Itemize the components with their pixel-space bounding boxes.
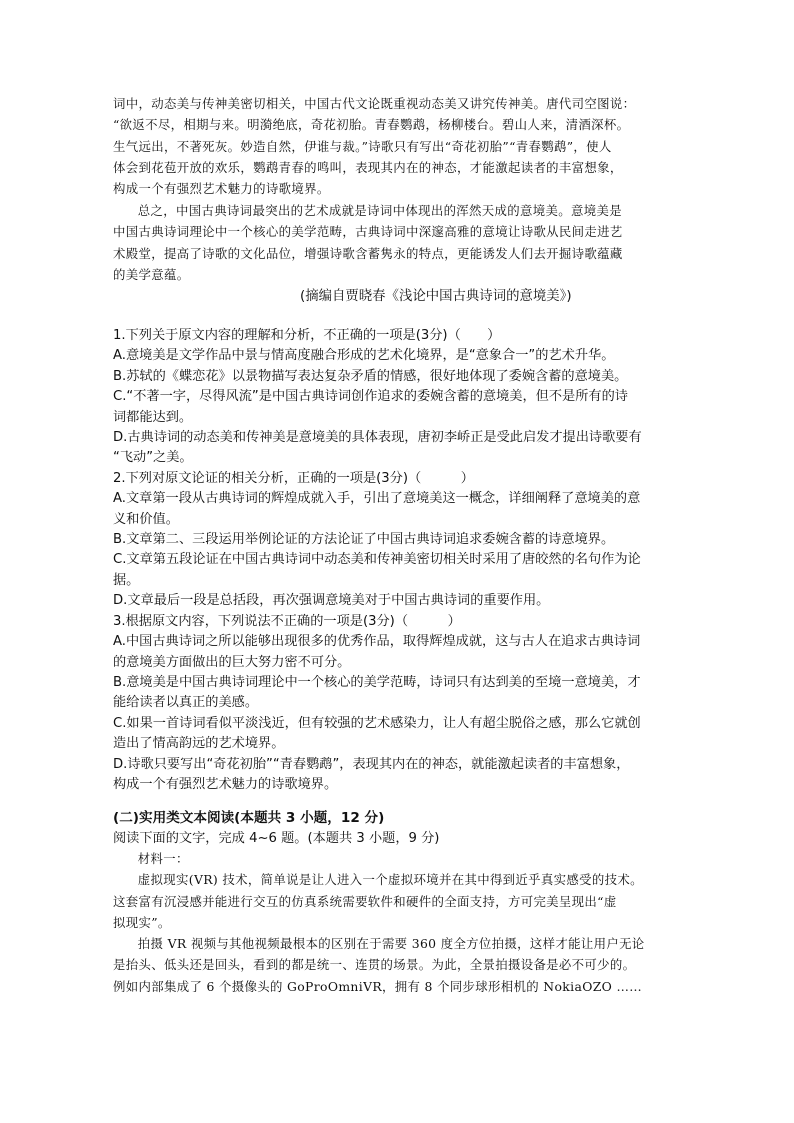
question-line: 构成一个有强烈艺术魅力的诗歌境界。 — [113, 776, 338, 792]
passage-line: 生气远出，不著死灰。妙造自然，伊谁与裁。”诗歌只有写出“奇花初胎”“青春鹦鹉”，使人 — [113, 138, 612, 154]
passage-line: 构成一个有强烈艺术魅力的诗歌境界。 — [113, 181, 330, 197]
material-line: 是抬头、低头还是回头，看到的都是统一、连贯的场景。为此，全景拍摄设备是必不可少的。 — [113, 957, 636, 973]
question-line: 1.下列关于原文内容的理解和分析，不正确的一项是(3分)（ ） — [113, 328, 501, 343]
passage-line: 术殿堂，提高了诗歌的文化品位，增强诗歌含蓄隽永的特点，更能诱发人们去开掘诗歌蕴藏 — [113, 245, 623, 261]
material-label: 材料一： — [137, 851, 189, 866]
passage-line: “欲返不尽，相期与来。明漪绝底，奇花初胎。青春鹦鹉，杨柳楼台。碧山人来，清酒深杯。 — [113, 117, 630, 133]
passage-line: 体会到花苞开放的欢乐，鹦鹉青春的鸣叫，表现其内在的神态，才能激起读者的丰富想象， — [113, 159, 623, 175]
material-line: 拍摄 VR 视频与其他视频最根本的区别在于需要 360 度全方位拍摄，这样才能让用户无论 — [137, 936, 645, 952]
passage-line: 词中，动态美与传神美密切相关，中国古代文论既重视动态美又讲究传神美。唐代司空图说： — [113, 96, 636, 111]
question-line: 3.根据原文内容，下列说法不正确的一项是(3分)（ ） — [113, 613, 461, 629]
passage-paragraph-1 — [113, 93, 688, 199]
question-list — [113, 326, 688, 795]
question-line: “飞动”之美。 — [113, 450, 193, 466]
question-line: B.苏轼的《蝶恋花》以景物描写表达复杂矛盾的情感，很好地体现了委婉含蓄的意境美。 — [113, 368, 628, 384]
passage-line: 的美学意蕴。 — [113, 266, 190, 282]
question-line: 2.下列对原文论证的相关分析，正确的一项是(3分)（ ） — [113, 470, 474, 486]
question-line: D.文章最后一段是总括段，再次强调意境美对于中国古典诗词的重要作用。 — [113, 593, 550, 609]
passage-paragraph-2 — [113, 200, 688, 285]
material-line: 虚拟现实(VR) 技术，简单说是让人进入一个虚拟环境并在其中得到近乎真实感受的技术。 — [137, 872, 643, 888]
question-line: D.古典诗词的动态美和传神美是意境美的具体表现，唐初李峤正是受此启发才提出诗歌要有 — [113, 430, 642, 446]
question-line: D.诗歌只要写出“奇花初胎”“青春鹦鹉”，表现其内在的神态，就能激起读者的丰富想象， — [113, 756, 630, 772]
question-line: 的意境美方面做出的巨大努力密不可分。 — [113, 654, 351, 670]
material-line: 例如内部集成了 6 个摄像头的 GoProOmniVR，拥有 8 个同步球形相机的 NokiaOZO …… — [113, 978, 642, 994]
question-line: A.意境美是文学作品中景与情高度融合形成的艺术化境界，是“意象合一”的艺术升华。 — [113, 348, 615, 364]
question-line: 据。 — [113, 572, 140, 588]
passage-source: (摘编自贾晓春《浅论中国古典诗词的意境美》) — [300, 289, 572, 304]
material-line: 这套富有沉浸感并能进行交互的仿真系统需要软件和硬件的全面支持，方可完美呈现出“虚 — [113, 893, 617, 909]
question-line: 造出了情高韵远的艺术境界。 — [113, 736, 285, 752]
question-line: 能给读者以真正的美感。 — [113, 695, 259, 711]
passage-line: 中国古典诗词理论中一个核心的美学范畴，古典诗词中深邃高雅的意境让诗歌从民间走进艺 — [113, 224, 623, 240]
material-line: 拟现实”。 — [113, 914, 171, 930]
question-line: 义和价值。 — [113, 511, 179, 527]
section-instruction: 阅读下面的文字，完成 4~6 题。(本题共 3 小题，9 分) — [113, 831, 440, 846]
question-line: A.文章第一段从古典诗词的辉煌成就入手，引出了意境美这一概念，详细阐释了意境美的意 — [113, 491, 641, 507]
passage-line: 总之，中国古典诗词最突出的艺术成就是诗词中体现出的浑然天成的意境美。意境美是 — [137, 203, 622, 218]
question-line: B.意境美是中国古典诗词理论中一个核心的美学范畴，诗词只有达到美的至境一意境美，才 — [113, 674, 641, 690]
question-line: C.“不著一字，尽得风流”是中国古典诗词创作追求的委婉含蓄的意境美，但不是所有的诗 — [113, 389, 628, 405]
question-line: C.文章第五段论证在中国古典诗词中动态美和传神美密切相关时采用了唐皎然的名句作为论 — [113, 552, 641, 568]
question-line: C.如果一首诗词看似平淡浅近，但有较强的艺术感染力，让人有超尘脱俗之感，那么它就创 — [113, 715, 641, 731]
question-line: A.中国古典诗词之所以能够出现很多的优秀作品，取得辉煌成就，这与古人在追求古典诗词 — [113, 634, 641, 650]
question-line: B.文章第二、三段运用举例论证的方法论证了中国古典诗词追求委婉含蓄的诗意境界。 — [113, 532, 615, 548]
question-line: 词都能达到。 — [113, 409, 193, 425]
material-one — [113, 848, 688, 997]
section-heading: (二)实用类文本阅读(本题共 3 小题，12 分) — [113, 810, 385, 826]
